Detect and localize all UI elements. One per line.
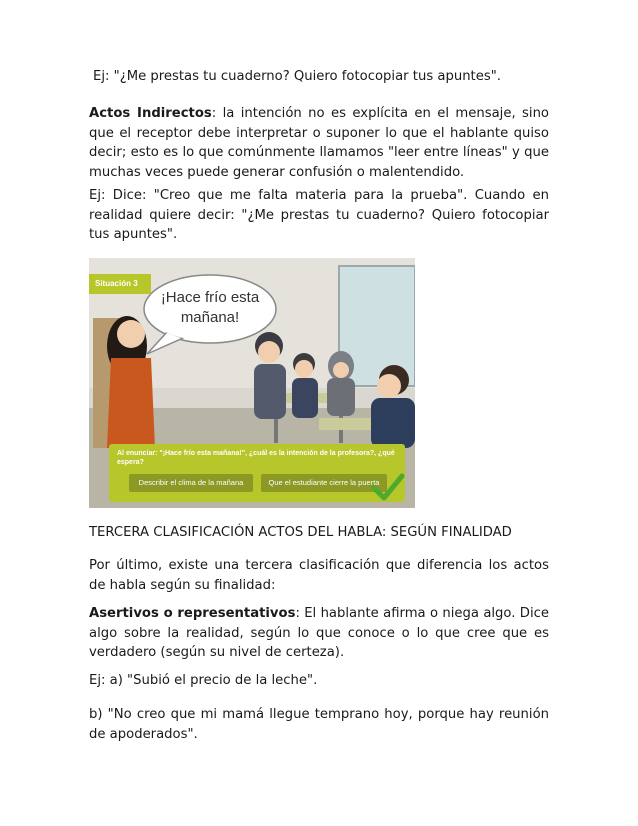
assertive-acts-term: Asertivos o representativos bbox=[89, 606, 296, 621]
assertive-acts-paragraph bbox=[89, 604, 549, 663]
example-paragraph: Ej: "¿Me prestas tu cuaderno? Quiero fotocopiar tus apuntes". bbox=[93, 69, 501, 84]
indirect-acts-definition: : la intención no es explícita en el mensaje, sino que el receptor debe interpretar o suponer lo que el hablante quiso decir; esto es lo que comúnmente llamamos "leer entre líneas" y que muchas veces puede generar confusión o malentendido. bbox=[89, 106, 549, 180]
example-paragraph: Ej: a) "Subió el precio de la leche". bbox=[89, 673, 318, 688]
question-panel bbox=[109, 444, 405, 502]
example-paragraph: Ej: Dice: "Creo que me falta materia para la prueba". Cuando en realidad quiere decir: "¿Me prestas tu cuaderno? Quiero fotocopiar tus apuntes". bbox=[89, 188, 549, 242]
indirect-acts-paragraph bbox=[89, 104, 549, 182]
assertive-acts-definition: : El hablante afirma o niega algo. Dice algo sobre la realidad, según lo que conoce o lo que cree que es verdadero (según su nivel de certeza). bbox=[89, 606, 549, 660]
question-text: Al enunciar: "¡Hace frío esta mañana!", ¿cuál es la intención de la profesora?, ¿qué espera? bbox=[117, 450, 395, 466]
situation-tab: Situación 3 bbox=[89, 274, 151, 294]
example-paragraph: b) "No creo que mi mamá llegue temprano hoy, porque hay reunión de apoderados". bbox=[89, 707, 549, 742]
option-2-button[interactable]: Que el estudiante cierre la puerta bbox=[261, 474, 387, 492]
situation-illustration bbox=[89, 258, 415, 508]
indirect-acts-term: Actos Indirectos bbox=[89, 106, 212, 121]
intro-paragraph: Por último, existe una tercera clasificación que diferencia los actos de habla según su finalidad: bbox=[89, 558, 549, 593]
checkmark-icon bbox=[371, 470, 405, 504]
speech-bubble-text: ¡Hace frío esta mañana! bbox=[160, 289, 260, 326]
option-1-button[interactable]: Describir el clima de la mañana bbox=[129, 474, 253, 492]
section-heading: TERCERA CLASIFICACIÓN ACTOS DEL HABLA: SEGÚN FINALIDAD bbox=[89, 525, 512, 540]
